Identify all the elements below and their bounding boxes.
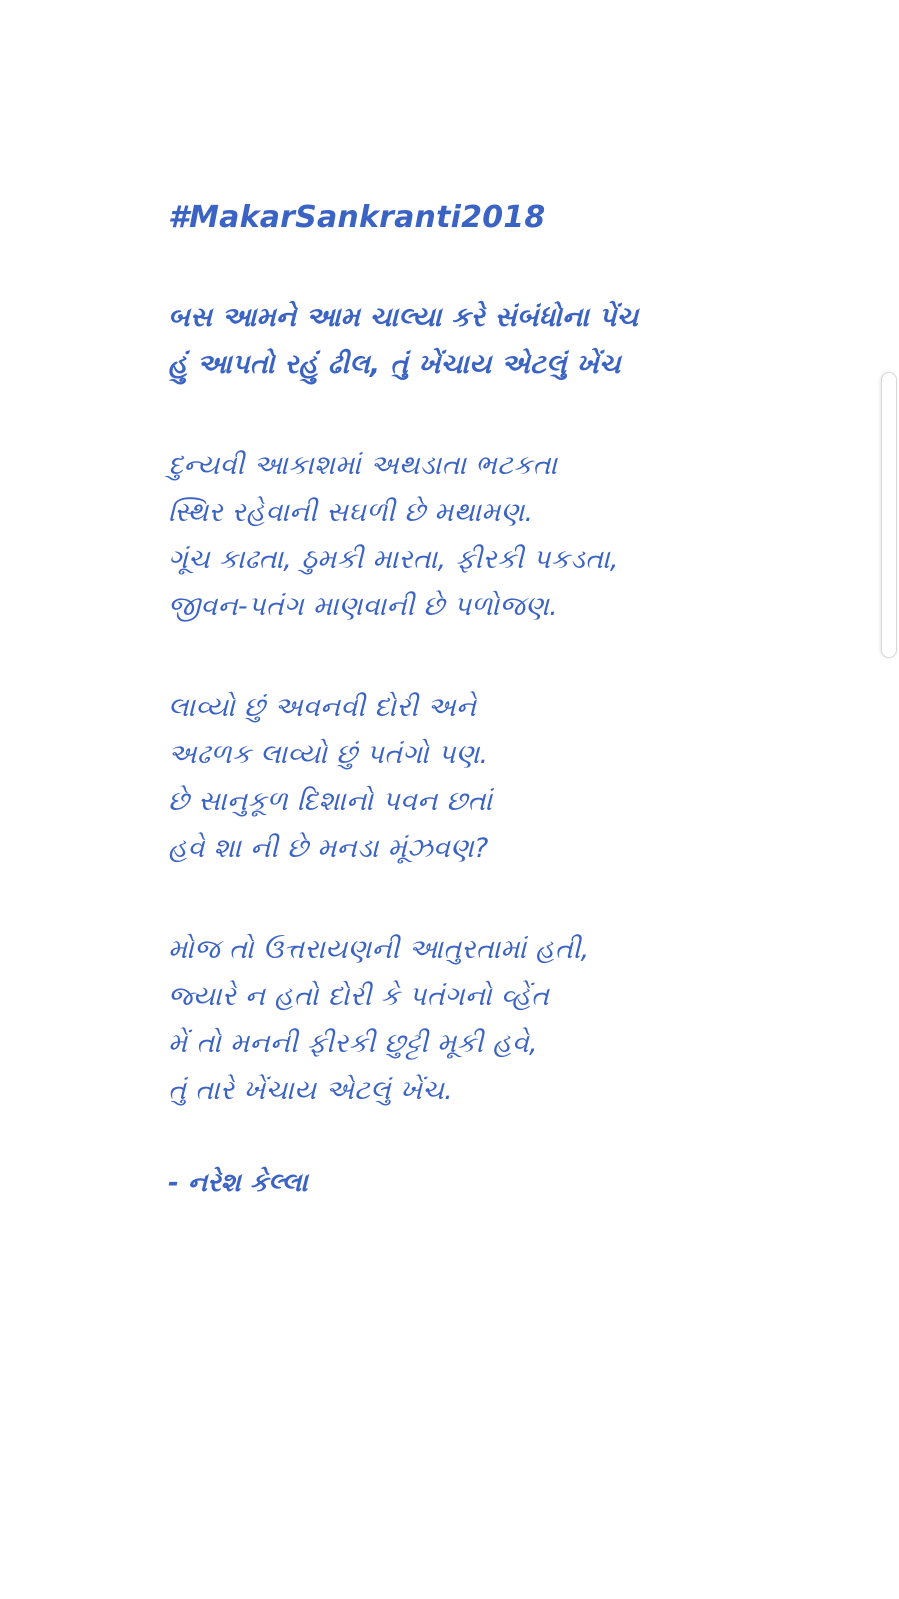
- poem-line: અઢળક લાવ્યો છું પતંગો પણ.: [168, 739, 489, 770]
- hashtag-title: #MakarSankranti2018: [168, 200, 546, 235]
- poem-line: જ્યારે ન હતો દોરી કે પતંગનો વ્હેંત: [168, 981, 550, 1012]
- poem-line: મેં તો મનની ફીરકી છુટ્ટી મૂકી હવે,: [168, 1028, 538, 1059]
- poem-line: મોજ તો ઉત્તરાયણની આતુરતામાં હતી,: [168, 934, 590, 965]
- poem-content: [168, 200, 839, 1199]
- poem-line: છે સાનુકૂળ દિશાનો પવન છતાં: [168, 786, 493, 817]
- poem-line: લાવ્યો છું અવનવી દોરી અને: [168, 692, 477, 723]
- poem-line: જીવન-પતંગ માણવાની છે પળોજણ.: [168, 591, 558, 622]
- poem-stanza: [168, 294, 839, 388]
- poem-line: હવે શા ની છે મનડા મૂંઝવણ?: [168, 833, 489, 864]
- poem-line: ગૂંચ કાઢતા, ઠુમકી મારતા, ફીરકી પકડતા,: [168, 544, 619, 575]
- poem-stanza: [168, 442, 839, 630]
- poem-stanza: [168, 926, 839, 1114]
- scrollbar-thumb[interactable]: [881, 372, 897, 658]
- poem-line: તું તારે ખેંચાય એટલું ખેંચ.: [168, 1075, 454, 1106]
- author-credit: - નરેશ કેલ્લા: [168, 1168, 308, 1198]
- poem-line: સ્થિર રહેવાની સઘળી છે મથામણ.: [168, 497, 534, 528]
- vertical-scrollbar[interactable]: [881, 0, 899, 1599]
- poem-line: દુન્યવી આકાશમાં અથડાતા ભટકતા: [168, 450, 558, 481]
- poem-stanza: [168, 684, 839, 872]
- poem-line: બસ આમને આમ ચાલ્યા કરે સંબંધોના પેંચ: [168, 302, 639, 333]
- poem-line: હું આપતો રહું ઢીલ, તું ખેંચાય એટલું ખેંચ: [168, 349, 621, 380]
